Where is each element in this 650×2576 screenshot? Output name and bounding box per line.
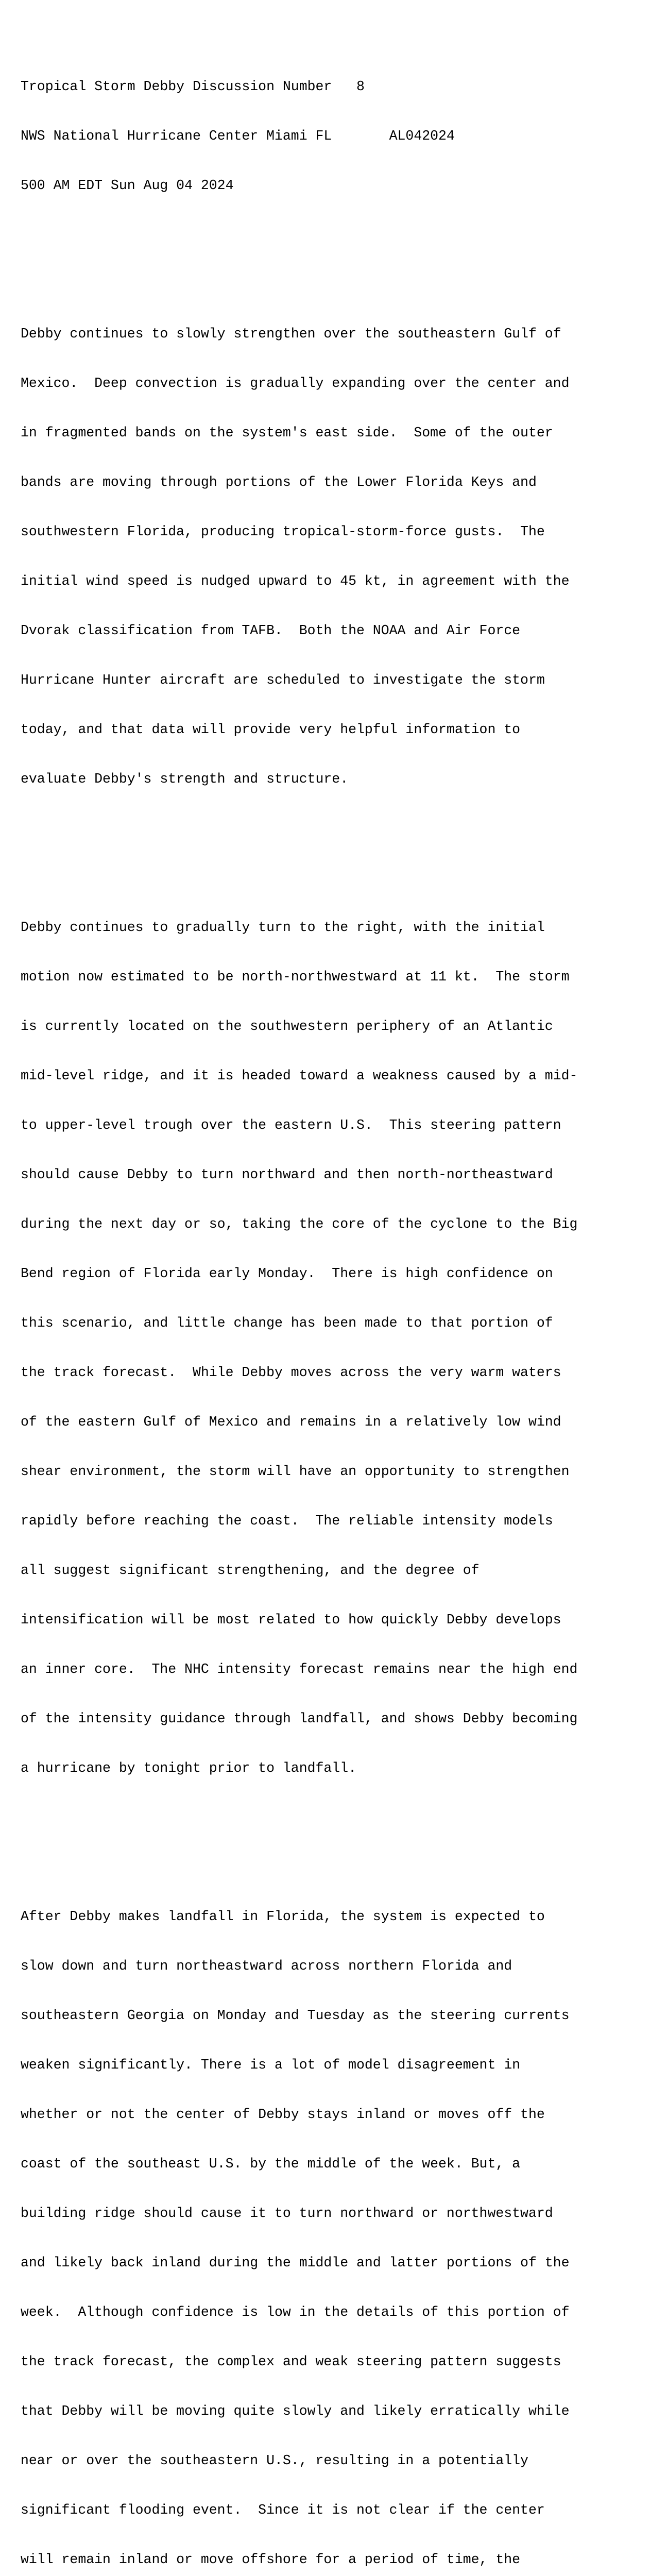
- text-line: is currently located on the southwestern periphery of an Atlantic: [21, 1019, 553, 1034]
- text-line: weaken significantly. There is a lot of model disagreement in: [21, 2057, 521, 2073]
- text-line: building ridge should cause it to turn northward or northwestward: [21, 2206, 553, 2221]
- text-line: and likely back inland during the middle and latter portions of the: [21, 2255, 570, 2270]
- text-line: week. Although confidence is low in the details of this portion of: [21, 2304, 570, 2320]
- text-line: whether or not the center of Debby stays inland or moves off the: [21, 2107, 545, 2122]
- text-line: shear environment, the storm will have an opportunity to strengthen: [21, 1464, 570, 1479]
- text-line: the track forecast. While Debby moves across the very warm waters: [21, 1365, 561, 1380]
- text-line: in fragmented bands on the system's east side. Some of the outer: [21, 425, 553, 440]
- text-line: Bend region of Florida early Monday. There is high confidence on: [21, 1266, 553, 1281]
- text-line: Debby continues to gradually turn to the right, with the initial: [21, 920, 545, 935]
- discussion-header: [21, 45, 577, 227]
- text-line: motion now estimated to be north-northwestward at 11 kt. The storm: [21, 969, 570, 985]
- text-line: Mexico. Deep convection is gradually expanding over the center and: [21, 376, 570, 391]
- text-line: today, and that data will provide very helpful information to: [21, 722, 521, 737]
- text-line: evaluate Debby's strength and structure.: [21, 771, 349, 787]
- paragraph-extended-outlook: [21, 1875, 577, 2576]
- text-line: an inner core. The NHC intensity forecast remains near the high end: [21, 1662, 578, 1677]
- text-line: will remain inland or move offshore for a period of time, the: [21, 2552, 521, 2567]
- text-line: initial wind speed is nudged upward to 45 kt, in agreement with the: [21, 573, 570, 589]
- text-line: Debby continues to slowly strengthen over the southeastern Gulf of: [21, 326, 561, 342]
- text-line: of the eastern Gulf of Mexico and remains in a relatively low wind: [21, 1414, 561, 1430]
- text-line: southeastern Georgia on Monday and Tuesday as the steering currents: [21, 2008, 570, 2023]
- text-line: a hurricane by tonight prior to landfall.: [21, 1760, 357, 1776]
- text-line: should cause Debby to turn northward and then north-northeastward: [21, 1167, 553, 1182]
- discussion-document: [21, 12, 577, 2576]
- text-line: this scenario, and little change has been made to that portion of: [21, 1315, 553, 1331]
- text-line: After Debby makes landfall in Florida, the system is expected to: [21, 1909, 545, 1924]
- text-line: rapidly before reaching the coast. The reliable intensity models: [21, 1513, 553, 1529]
- text-line: bands are moving through portions of the Lower Florida Keys and: [21, 474, 537, 490]
- issuing-office: NWS National Hurricane Center Miami FL AL042024: [21, 128, 455, 144]
- text-line: during the next day or so, taking the core of the cyclone to the Big: [21, 1216, 578, 1232]
- text-line: slow down and turn northeastward across northern Florida and: [21, 1958, 512, 1974]
- text-line: that Debby will be moving quite slowly and likely erratically while: [21, 2403, 570, 2419]
- paragraph-intensity-summary: [21, 293, 577, 820]
- paragraph-track-forecast: [21, 886, 577, 1809]
- text-line: the track forecast, the complex and weak steering pattern suggests: [21, 2354, 561, 2369]
- text-line: mid-level ridge, and it is headed toward a weakness caused by a mid-: [21, 1068, 578, 1083]
- text-line: all suggest significant strengthening, and the degree of: [21, 1563, 480, 1578]
- text-line: coast of the southeast U.S. by the middle of the week. But, a: [21, 2156, 521, 2172]
- text-line: Dvorak classification from TAFB. Both the NOAA and Air Force: [21, 623, 521, 638]
- text-line: to upper-level trough over the eastern U.S. This steering pattern: [21, 1117, 561, 1133]
- text-line: Hurricane Hunter aircraft are scheduled to investigate the storm: [21, 672, 545, 688]
- text-line: intensification will be most related to how quickly Debby develops: [21, 1612, 561, 1628]
- issue-time: 500 AM EDT Sun Aug 04 2024: [21, 178, 234, 193]
- text-line: southwestern Florida, producing tropical-storm-force gusts. The: [21, 524, 545, 539]
- text-line: of the intensity guidance through landfall, and shows Debby becoming: [21, 1711, 578, 1726]
- text-line: near or over the southeastern U.S., resulting in a potentially: [21, 2453, 528, 2468]
- discussion-title: Tropical Storm Debby Discussion Number 8: [21, 79, 365, 94]
- text-line: significant flooding event. Since it is not clear if the center: [21, 2502, 545, 2518]
